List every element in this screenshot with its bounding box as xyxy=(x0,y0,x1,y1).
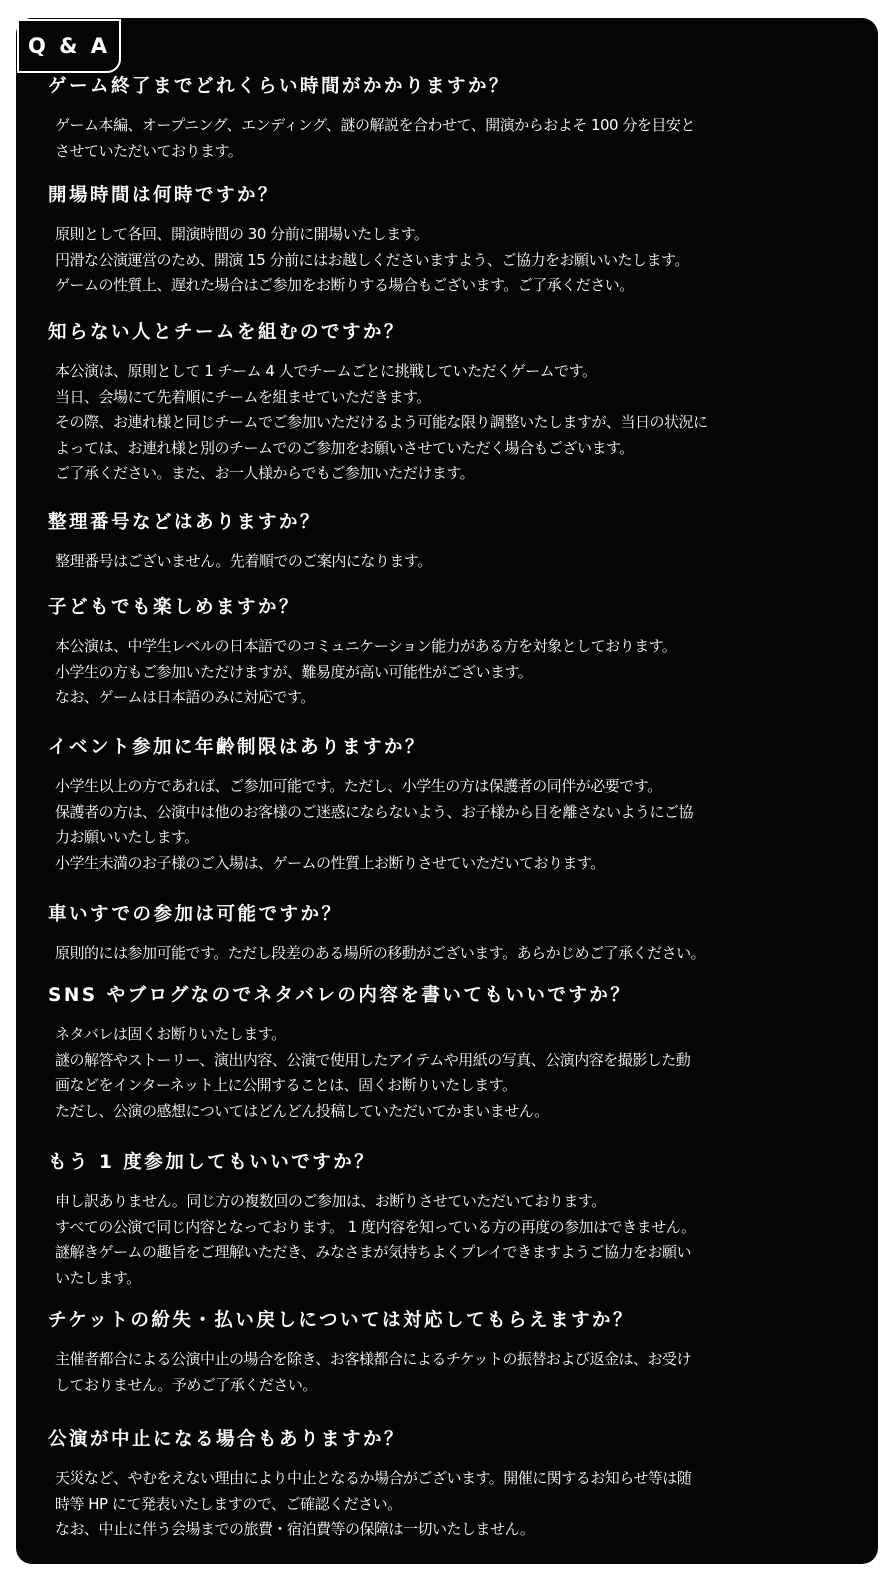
question-heading: 開場時間は何時ですか？ xyxy=(48,185,280,206)
answer-line: 保護者の方は、公演中は他のお客様のご迷惑にならないよう、お子様から目を離さないようにご協 xyxy=(55,802,694,821)
answer-line: 天災など、やむをえない理由により中止となるか場合がございます。開催に関するお知らせ等は随 xyxy=(55,1469,692,1487)
answer-text xyxy=(55,1189,855,1291)
answer-line: ゲームの性質上、遅れた場合はご参加をお断りする場合もございます。ご了承ください。 xyxy=(55,276,634,295)
question-heading: ゲーム終了までどれくらい時間がかかりますか？ xyxy=(48,76,511,97)
answer-line: ゲーム本編、オープニング、エンディング、謎の解説を合わせて、開演からおよそ 100 分を目安と xyxy=(55,116,695,134)
answer-line: 謎解きゲームの趣旨をご理解いただき、みなさまが気持ちよくプレイできますようご協力をお願い xyxy=(55,1243,692,1262)
answer-text xyxy=(55,549,855,575)
answer-line: なお、ゲームは日本語のみに対応です。 xyxy=(55,688,315,707)
answer-line: その際、お連れ様と同じチームでご参加いただけるよう可能な限り調整いたしますが、当日の状況に xyxy=(55,413,708,432)
answer-line: させていただいております。 xyxy=(55,141,243,160)
answer-text xyxy=(55,359,855,487)
qa-tab-label: Q & A xyxy=(17,19,121,73)
answer-line: 本公演は、原則として 1 チーム 4 人でチームごとに挑戦していただくゲームです。 xyxy=(55,362,597,380)
answer-line: なお、中止に伴う会場までの旅費・宿泊費等の保障は一切いたしません。 xyxy=(55,1520,535,1539)
answer-line: ネタバレは固くお断りいたします。 xyxy=(55,1025,286,1043)
answer-line: 小学生未満のお子様のご入場は、ゲームの性質上お断りさせていただいております。 xyxy=(55,853,605,872)
answer-text xyxy=(55,1022,855,1124)
qa-panel xyxy=(16,18,878,1564)
question-heading: 整理番号などはありますか？ xyxy=(48,512,322,533)
answer-line: 小学生以上の方であれば、ご参加可能です。ただし、小学生の方は保護者の同伴が必要です。 xyxy=(55,777,662,795)
answer-text xyxy=(55,222,855,299)
question-heading: SNS やブログなのでネタバレの内容を書いてもいいですか？ xyxy=(48,985,632,1006)
answer-line: よっては、お連れ様と別のチームでのご参加をお願いさせていただく場合もございます。 xyxy=(55,438,634,457)
answer-line: ただし、公演の感想についてはどんどん投稿していただいてかまいません。 xyxy=(55,1101,549,1120)
question-heading: 車いすでの参加は可能ですか？ xyxy=(48,904,343,925)
answer-line: 本公演は、中学生レベルの日本語でのコミュニケーション能力がある方を対象としております。 xyxy=(55,637,677,655)
answer-text xyxy=(55,1347,855,1398)
answer-line: 力お願いいたします。 xyxy=(55,828,199,847)
answer-line: 小学生の方もご参加いただけますが、難易度が高い可能性がございます。 xyxy=(55,662,533,681)
answer-text xyxy=(55,941,855,967)
answer-text xyxy=(55,1466,855,1543)
answer-line: 円滑な公演運営のため、開演 15 分前にはお越しくださいますよう、ご協力をお願いいたします。 xyxy=(55,250,689,269)
answer-line: 主催者都合による公演中止の場合を除き、お客様都合によるチケットの振替および返金は、お受け xyxy=(55,1350,692,1368)
answer-line: 時等 HP にて発表いたしますので、ご確認ください。 xyxy=(55,1494,402,1513)
answer-line: 申し訳ありません。同じ方の複数回のご参加は、お断りさせていただいております。 xyxy=(55,1192,606,1210)
answer-line: いたします。 xyxy=(55,1268,141,1287)
question-heading: チケットの紛失・払い戻しについては対応してもらえますか？ xyxy=(48,1310,634,1331)
question-heading: 子どもでも楽しめますか？ xyxy=(48,597,301,618)
answer-line: しておりません。予めご了承ください。 xyxy=(55,1375,317,1394)
answer-text xyxy=(55,634,855,711)
question-heading: 公演が中止になる場合もありますか？ xyxy=(48,1429,406,1450)
answer-line: 原則的には参加可能です。ただし段差のある場所の移動がございます。あらかじめご了承ください。 xyxy=(55,944,706,962)
answer-line: すべての公演で同じ内容となっております。 1 度内容を知っている方の再度の参加はできません。 xyxy=(55,1217,696,1236)
question-heading: もう 1 度参加してもいいですか？ xyxy=(48,1152,376,1173)
answer-line: 謎の解答やストーリー、演出内容、公演で使用したアイテムや用紙の写真、公演内容を撮影した動 xyxy=(55,1050,691,1069)
answer-line: 当日、会場にて先着順にチームを組ませていただきます。 xyxy=(55,387,431,406)
answer-text xyxy=(55,113,855,164)
answer-text xyxy=(55,774,855,876)
question-heading: 知らない人とチームを組むのですか？ xyxy=(48,322,406,343)
answer-line: 原則として各回、開演時間の 30 分前に開場いたします。 xyxy=(55,225,429,243)
answer-line: 整理番号はございません。先着順でのご案内になります。 xyxy=(55,552,432,570)
answer-line: ご了承ください。また、お一人様からでもご参加いただけます。 xyxy=(55,464,475,483)
answer-line: 画などをインターネット上に公開することは、固くお断りいたします。 xyxy=(55,1076,517,1095)
question-heading: イベント参加に年齢制限はありますか？ xyxy=(48,737,427,758)
